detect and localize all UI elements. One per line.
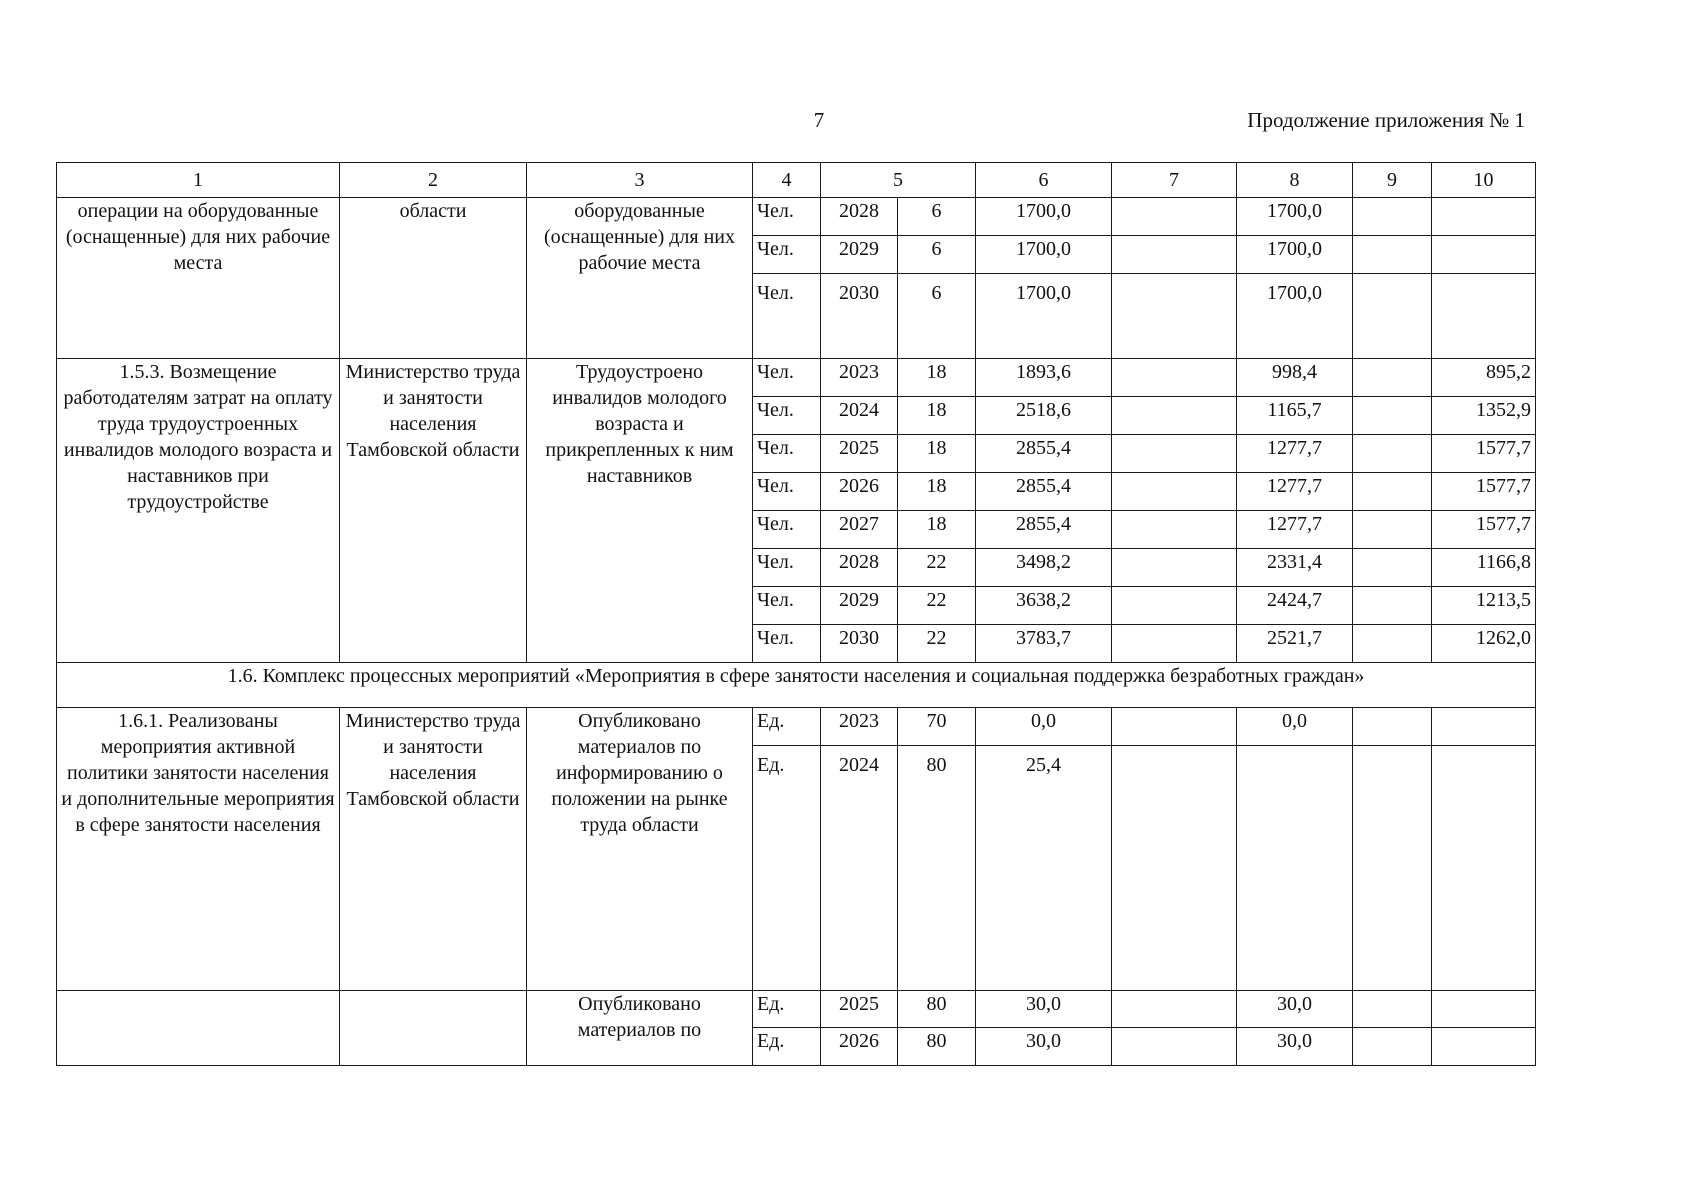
indicator-cell: Трудоустроено инвалидов молодого возраста и прикрепленных к ним наставников [527, 359, 753, 663]
local-budget-cell [1353, 359, 1432, 397]
column-header: 2 [340, 163, 527, 198]
column-header: 3 [527, 163, 753, 198]
regional-budget-cell: 2331,4 [1237, 549, 1353, 587]
unit-cell: Ед. [753, 991, 821, 1028]
unit-cell: Чел. [753, 473, 821, 511]
indicator-value-cell: 80 [898, 746, 976, 991]
total-funding-cell: 3638,2 [976, 587, 1112, 625]
extrabudgetary-cell [1432, 236, 1536, 274]
regional-budget-cell [1237, 746, 1353, 991]
federal-budget-cell [1112, 198, 1237, 236]
indicators-table [56, 162, 1536, 1066]
year-cell: 2024 [821, 746, 898, 991]
measure-name-cell [57, 991, 340, 1066]
indicator-value-cell: 6 [898, 274, 976, 359]
federal-budget-cell [1112, 708, 1237, 746]
total-funding-cell: 30,0 [976, 991, 1112, 1028]
indicator-value-cell: 18 [898, 511, 976, 549]
extrabudgetary-cell: 1213,5 [1432, 587, 1536, 625]
total-funding-cell: 30,0 [976, 1028, 1112, 1066]
appendix-continuation-label: Продолжение приложения № 1 [1247, 108, 1525, 132]
year-cell: 2030 [821, 274, 898, 359]
indicator-value-cell: 18 [898, 397, 976, 435]
indicator-value-cell: 18 [898, 359, 976, 397]
total-funding-cell: 3498,2 [976, 549, 1112, 587]
year-cell: 2026 [821, 1028, 898, 1066]
regional-budget-cell: 2424,7 [1237, 587, 1353, 625]
local-budget-cell [1353, 746, 1432, 991]
responsible-cell: области [340, 198, 527, 359]
regional-budget-cell: 1700,0 [1237, 198, 1353, 236]
federal-budget-cell [1112, 397, 1237, 435]
column-header: 5 [821, 163, 976, 198]
section-title: 1.6. Комплекс процессных мероприятий «Мероприятия в сфере занятости населения и социальная поддержка безработных граждан» [57, 663, 1536, 708]
year-cell: 2029 [821, 587, 898, 625]
regional-budget-cell: 2521,7 [1237, 625, 1353, 663]
total-funding-cell: 0,0 [976, 708, 1112, 746]
regional-budget-cell: 1700,0 [1237, 236, 1353, 274]
year-cell: 2030 [821, 625, 898, 663]
indicator-value-cell: 18 [898, 435, 976, 473]
indicator-value-cell: 18 [898, 473, 976, 511]
total-funding-cell: 1893,6 [976, 359, 1112, 397]
federal-budget-cell [1112, 625, 1237, 663]
year-cell: 2025 [821, 435, 898, 473]
local-budget-cell [1353, 511, 1432, 549]
unit-cell: Чел. [753, 587, 821, 625]
indicator-value-cell: 22 [898, 549, 976, 587]
local-budget-cell [1353, 236, 1432, 274]
unit-cell: Ед. [753, 708, 821, 746]
unit-cell: Чел. [753, 274, 821, 359]
total-funding-cell: 1700,0 [976, 236, 1112, 274]
local-budget-cell [1353, 1028, 1432, 1066]
indicator-cell: Опубликовано материалов по информированию о положении на рынке труда области [527, 708, 753, 991]
year-cell: 2023 [821, 359, 898, 397]
unit-cell: Чел. [753, 511, 821, 549]
regional-budget-cell: 1165,7 [1237, 397, 1353, 435]
unit-cell: Чел. [753, 359, 821, 397]
federal-budget-cell [1112, 435, 1237, 473]
measure-name-cell: операции на оборудованные (оснащенные) для них рабочие места [57, 198, 340, 359]
indicator-value-cell: 22 [898, 625, 976, 663]
regional-budget-cell: 1277,7 [1237, 511, 1353, 549]
year-cell: 2027 [821, 511, 898, 549]
extrabudgetary-cell [1432, 274, 1536, 359]
indicator-value-cell: 80 [898, 1028, 976, 1066]
responsible-cell [340, 991, 527, 1066]
total-funding-cell: 1700,0 [976, 274, 1112, 359]
column-header: 4 [753, 163, 821, 198]
local-budget-cell [1353, 198, 1432, 236]
indicator-cell: Опубликовано материалов по [527, 991, 753, 1066]
column-header: 9 [1353, 163, 1432, 198]
total-funding-cell: 25,4 [976, 746, 1112, 991]
local-budget-cell [1353, 587, 1432, 625]
measure-name-cell: 1.5.3. Возмещение работодателям затрат на оплату труда трудоустроенных инвалидов молодого возраста и наставников при трудоустройстве [57, 359, 340, 663]
regional-budget-cell: 1277,7 [1237, 435, 1353, 473]
unit-cell: Ед. [753, 1028, 821, 1066]
federal-budget-cell [1112, 587, 1237, 625]
extrabudgetary-cell: 1352,9 [1432, 397, 1536, 435]
indicator-cell: оборудованные (оснащенные) для них рабочие места [527, 198, 753, 359]
total-funding-cell: 2855,4 [976, 435, 1112, 473]
column-header: 7 [1112, 163, 1237, 198]
measure-name-cell: 1.6.1. Реализованы мероприятия активной политики занятости населения и дополнительные мероприятия в сфере занятости населения [57, 708, 340, 991]
year-cell: 2025 [821, 991, 898, 1028]
responsible-cell: Министерство труда и занятости населения Тамбовской области [340, 359, 527, 663]
regional-budget-cell: 1277,7 [1237, 473, 1353, 511]
year-cell: 2023 [821, 708, 898, 746]
extrabudgetary-cell [1432, 991, 1536, 1028]
table-row [57, 708, 1536, 746]
year-cell: 2024 [821, 397, 898, 435]
unit-cell: Чел. [753, 236, 821, 274]
unit-cell: Чел. [753, 435, 821, 473]
extrabudgetary-cell [1432, 1028, 1536, 1066]
column-header: 6 [976, 163, 1112, 198]
table-row [57, 198, 1536, 236]
local-budget-cell [1353, 625, 1432, 663]
local-budget-cell [1353, 473, 1432, 511]
unit-cell: Чел. [753, 625, 821, 663]
indicator-value-cell: 70 [898, 708, 976, 746]
extrabudgetary-cell [1432, 746, 1536, 991]
responsible-cell: Министерство труда и занятости населения Тамбовской области [340, 708, 527, 991]
year-cell: 2029 [821, 236, 898, 274]
regional-budget-cell: 0,0 [1237, 708, 1353, 746]
year-cell: 2026 [821, 473, 898, 511]
indicator-value-cell: 6 [898, 236, 976, 274]
year-cell: 2028 [821, 198, 898, 236]
extrabudgetary-cell [1432, 708, 1536, 746]
unit-cell: Чел. [753, 198, 821, 236]
indicator-value-cell: 22 [898, 587, 976, 625]
federal-budget-cell [1112, 511, 1237, 549]
federal-budget-cell [1112, 359, 1237, 397]
local-budget-cell [1353, 435, 1432, 473]
federal-budget-cell [1112, 746, 1237, 991]
unit-cell: Чел. [753, 549, 821, 587]
total-funding-cell: 1700,0 [976, 198, 1112, 236]
total-funding-cell: 3783,7 [976, 625, 1112, 663]
table-body [57, 163, 1536, 1066]
federal-budget-cell [1112, 236, 1237, 274]
extrabudgetary-cell: 1577,7 [1432, 473, 1536, 511]
extrabudgetary-cell: 1166,8 [1432, 549, 1536, 587]
unit-cell: Чел. [753, 397, 821, 435]
federal-budget-cell [1112, 473, 1237, 511]
local-budget-cell [1353, 549, 1432, 587]
extrabudgetary-cell: 895,2 [1432, 359, 1536, 397]
total-funding-cell: 2518,6 [976, 397, 1112, 435]
regional-budget-cell: 998,4 [1237, 359, 1353, 397]
federal-budget-cell [1112, 991, 1237, 1028]
table-row [57, 991, 1536, 1028]
indicator-value-cell: 80 [898, 991, 976, 1028]
local-budget-cell [1353, 708, 1432, 746]
section-heading-row [57, 663, 1536, 708]
local-budget-cell [1353, 274, 1432, 359]
column-number-row [57, 163, 1536, 198]
federal-budget-cell [1112, 274, 1237, 359]
extrabudgetary-cell: 1577,7 [1432, 511, 1536, 549]
year-cell: 2028 [821, 549, 898, 587]
local-budget-cell [1353, 397, 1432, 435]
unit-cell: Ед. [753, 746, 821, 991]
regional-budget-cell: 1700,0 [1237, 274, 1353, 359]
federal-budget-cell [1112, 549, 1237, 587]
extrabudgetary-cell [1432, 198, 1536, 236]
federal-budget-cell [1112, 1028, 1237, 1066]
column-header: 8 [1237, 163, 1353, 198]
table-row [57, 359, 1536, 397]
column-header: 1 [57, 163, 340, 198]
total-funding-cell: 2855,4 [976, 473, 1112, 511]
regional-budget-cell: 30,0 [1237, 991, 1353, 1028]
regional-budget-cell: 30,0 [1237, 1028, 1353, 1066]
extrabudgetary-cell: 1262,0 [1432, 625, 1536, 663]
indicator-value-cell: 6 [898, 198, 976, 236]
extrabudgetary-cell: 1577,7 [1432, 435, 1536, 473]
total-funding-cell: 2855,4 [976, 511, 1112, 549]
page-number: 7 [813, 108, 825, 132]
local-budget-cell [1353, 991, 1432, 1028]
column-header: 10 [1432, 163, 1536, 198]
